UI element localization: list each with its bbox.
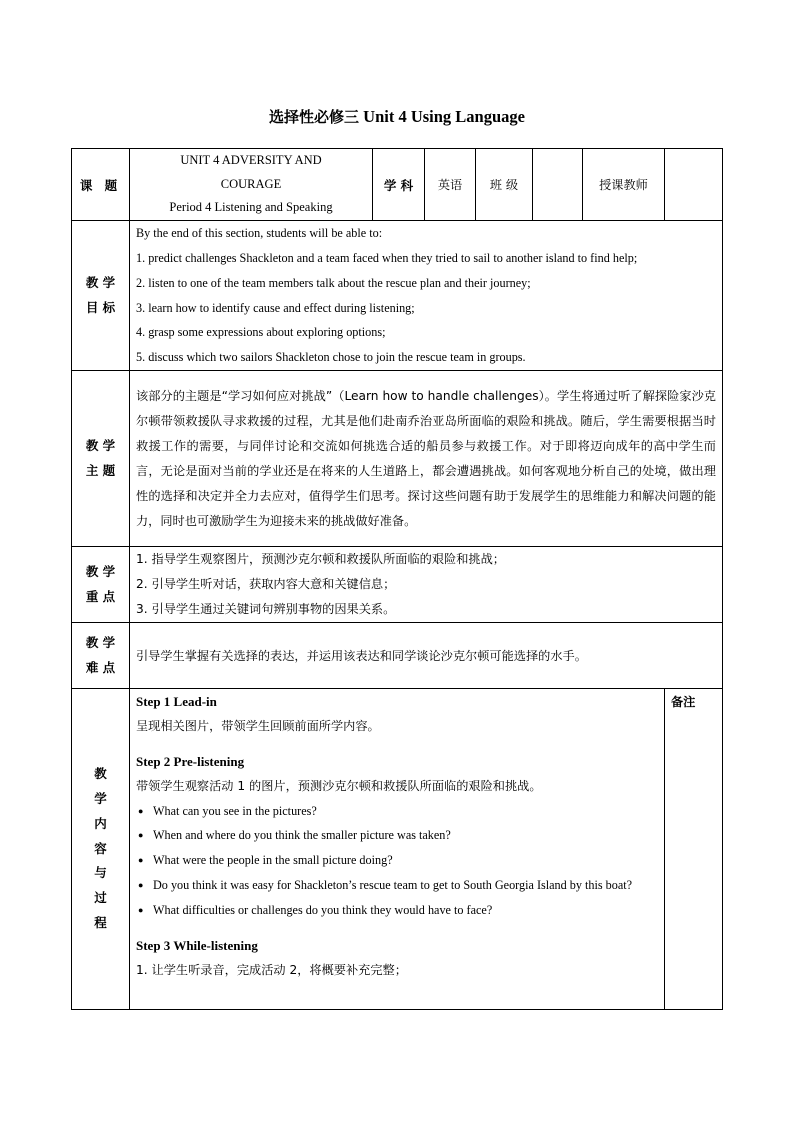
difficulties-label: 教 学 难 点 — [72, 623, 130, 689]
question-item: ● What were the people in the small picture doing? — [136, 848, 658, 873]
objective-line: By the end of this section, students will be able to: — [136, 226, 383, 241]
course-label: 课 题 — [72, 149, 130, 221]
question-item: ● What can you see in the pictures? — [136, 799, 658, 824]
theme-label: 教 学 主 题 — [72, 371, 130, 547]
step3-text: 1. 让学生听录音，完成活动 2，将概要补充完整； — [136, 962, 407, 977]
step1-title: Step 1 Lead-in — [136, 694, 217, 709]
notes-column — [665, 689, 723, 1010]
step2-text: 带领学生观察活动 1 的图片，预测沙克尔顿和救援队所面临的艰险和挑战。 — [136, 778, 542, 793]
course-title — [130, 149, 373, 221]
key-points-row — [72, 547, 723, 623]
notes-label: 备注 — [671, 695, 696, 709]
process-label: 教 学 内 容 与 过 程 — [72, 689, 130, 1010]
process-content — [130, 689, 665, 1010]
course-line: COURAGE — [220, 176, 282, 191]
objectives-label: 教 学 目 标 — [72, 221, 130, 371]
objective-line: 5. discuss which two sailors Shackleton chose to join the rescue team in groups. — [136, 350, 526, 365]
question-item: ● When and where do you think the smaller picture was taken? — [136, 823, 658, 848]
subject-label: 学 科 — [373, 149, 425, 221]
theme-row — [72, 371, 723, 547]
header-row — [72, 149, 723, 221]
question-item: ● Do you think it was easy for Shackleton’s rescue team to get to South Georgia Island by this boat? — [136, 873, 658, 898]
title-cn: 选择性必修三 — [269, 108, 360, 126]
process-row — [72, 689, 723, 1010]
key-point-line: 2. 引导学生听对话，获取内容大意和关键信息； — [136, 577, 396, 592]
objective-line: 1. predict challenges Shackleton and a team faced when they tried to sail to another island to find help; — [136, 250, 638, 265]
lesson-plan-table — [71, 148, 723, 1010]
key-points-label: 教 学 重 点 — [72, 547, 130, 623]
key-points-content — [130, 547, 723, 623]
class-value — [533, 149, 583, 221]
key-point-line: 3. 引导学生通过关键词句辨别事物的因果关系。 — [136, 601, 396, 616]
objectives-row — [72, 221, 723, 371]
step2-title: Step 2 Pre-listening — [136, 753, 245, 769]
key-point-line: 1. 指导学生观察图片，预测沙克尔顿和救援队所面临的艰险和挑战； — [136, 552, 505, 567]
objective-line: 2. listen to one of the team members talk about the rescue plan and their journey; — [136, 275, 531, 290]
course-line: UNIT 4 ADVERSITY AND — [180, 153, 322, 168]
course-line: Period 4 Listening and Speaking — [169, 200, 333, 215]
question-item: ● What difficulties or challenges do you think they would have to face? — [136, 898, 658, 923]
subject-value: 英语 — [425, 149, 476, 221]
objective-line: 3. learn how to identify cause and effect during listening; — [136, 300, 415, 315]
teacher-label: 授课教师 — [583, 149, 665, 221]
objectives-content — [130, 221, 723, 371]
difficulties-content: 引导学生掌握有关选择的表达，并运用该表达和同学谈论沙克尔顿可能选择的水手。 — [130, 623, 723, 689]
page-title — [0, 106, 794, 127]
teacher-value — [665, 149, 723, 221]
difficulties-row — [72, 623, 723, 689]
step3-title: Step 3 While-listening — [136, 937, 258, 953]
objective-line: 4. grasp some expressions about exploring options; — [136, 325, 386, 340]
class-label: 班 级 — [476, 149, 533, 221]
step1-text: 呈现相关图片，带领学生回顾前面所学内容。 — [136, 719, 380, 733]
theme-content: 该部分的主题是“学习如何应对挑战”（Learn how to handle challenges）。学生将通过听了解探险家沙克尔顿带领救援队寻求救援的过程，尤其是他们赴南乔治亚岛所面临的艰险和挑战。随后，学生需要根据当时救援工作的需要，与同伴讨论和交流如何挑选合适的船员参与救援工作。对于即将迈向成年的高中学生而言，无论是面对当前的学业还是在将来的人生道路上，都会遭遇挑战。如何客观地分析自己的处境，做出理性的选择和决定并全力去应对，值得学生们思考。探讨这些问题有助于发展学生的思维能力和解决问题的能力，同时也可激励学生为迎接未来的挑战做好准备。 — [130, 371, 723, 547]
title-en: Unit 4 Using Language — [363, 107, 525, 126]
